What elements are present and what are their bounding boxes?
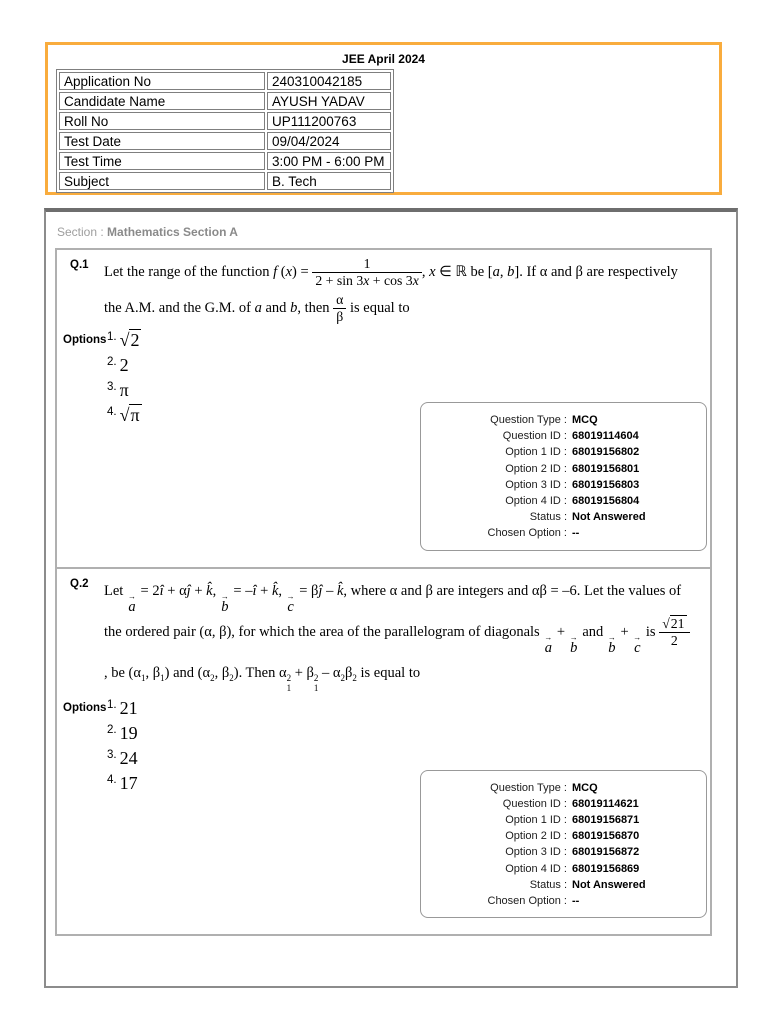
meta-value: MCQ [572, 781, 598, 794]
candidate-info-row [59, 152, 391, 170]
option-number: 1. [107, 331, 117, 344]
meta-value: Not Answered [572, 511, 646, 524]
question-meta-panel [420, 402, 707, 551]
meta-label: Question Type : [490, 414, 567, 427]
option-item [107, 380, 142, 402]
candidate-info-value: AYUSH YADAV [267, 92, 391, 110]
question-number: Q.2 [70, 577, 89, 590]
meta-value: 68019156869 [572, 862, 640, 875]
meta-value: 68019156802 [572, 446, 640, 459]
option-item [107, 773, 138, 795]
option-item [107, 748, 138, 770]
candidate-info-label: Test Date [59, 132, 265, 150]
options-list [107, 698, 138, 798]
question-meta-grid [421, 780, 706, 910]
candidate-info-label: Subject [59, 172, 265, 190]
meta-label: Option 1 ID : [505, 814, 567, 827]
meta-value: -- [572, 895, 580, 908]
question-text: Let the range of the function f (x) = $\frac{1}{2 + \sin 3x + \cos 3x}$ , x ∈ ℝ be [a, b]. If α and β are respectively the A.M. and the G.M. of a and b, then $\frac{\alpha}{\beta}$ is equal to [104, 256, 678, 324]
option-value: 17 [119, 772, 138, 793]
candidate-info-row [59, 72, 391, 90]
option-item [107, 698, 138, 720]
meta-value: 68019156801 [572, 462, 640, 475]
meta-value: Not Answered [572, 878, 646, 891]
candidate-info-value: B. Tech [267, 172, 391, 190]
meta-label: Chosen Option : [487, 527, 567, 540]
candidate-info-value: 240310042185 [267, 72, 391, 90]
meta-label: Question ID : [502, 797, 567, 810]
section-label-prefix: Section : [57, 225, 108, 239]
meta-value: -- [572, 527, 580, 540]
candidate-info-value: 3:00 PM - 6:00 PM [267, 152, 391, 170]
meta-value: 68019156870 [572, 830, 640, 843]
option-number: 2. [107, 356, 117, 369]
option-item [107, 330, 142, 352]
candidate-info-value: UP111200763 [267, 112, 391, 130]
question-list [46, 248, 736, 936]
option-number: 3. [107, 748, 117, 761]
option-value: 24 [119, 747, 138, 768]
meta-label: Question ID : [502, 430, 567, 443]
option-number: 2. [107, 723, 117, 736]
candidate-info-label: Roll No [59, 112, 265, 130]
option-value: π [119, 380, 129, 401]
meta-label: Option 3 ID : [505, 478, 567, 491]
candidate-info-label: Candidate Name [59, 92, 265, 110]
option-number: 4. [107, 406, 117, 419]
option-value: √2 [119, 330, 140, 351]
meta-label: Option 2 ID : [505, 830, 567, 843]
meta-label: Chosen Option : [487, 895, 567, 908]
option-number: 1. [107, 698, 117, 711]
candidate-info-panel [45, 42, 722, 195]
section-name: Mathematics Section A [107, 225, 238, 239]
question-number: Q.1 [70, 259, 89, 271]
meta-value: 68019114604 [572, 430, 639, 443]
meta-label: Option 3 ID : [505, 846, 567, 859]
candidate-info-label: Test Time [59, 152, 265, 170]
meta-value: 68019156803 [572, 478, 640, 491]
option-value: 19 [119, 722, 138, 743]
candidate-info-row [59, 172, 391, 190]
question-block [55, 248, 712, 569]
meta-label: Option 4 ID : [505, 862, 567, 875]
exam-title: JEE April 2024 [342, 52, 425, 66]
option-item [107, 723, 138, 745]
option-item [107, 355, 142, 377]
option-number: 4. [107, 773, 117, 786]
question-block [55, 567, 712, 937]
option-number: 3. [107, 381, 117, 394]
question-meta-panel [420, 770, 707, 919]
option-value: √π [119, 405, 140, 426]
options-list [107, 330, 142, 430]
candidate-info-row [59, 132, 391, 150]
option-item [107, 405, 142, 427]
candidate-info-value: 09/04/2024 [267, 132, 391, 150]
candidate-info-table [56, 69, 394, 193]
meta-label: Status : [529, 878, 567, 891]
meta-value: 68019156872 [572, 846, 640, 859]
question-text: Let → a = 2î + αĵ + k̂, → b = –î + k̂, → c = βĵ – k̂, where α and β are integers and αβ = –6. Let the values of the ordered pair (α, β), for which the area of the parallelogram of diagonals → a + → b and → b + → c is $\frac{√21}{2}$ , be ($\alpha_1$, $\beta_1$) and ($\alpha_2$, $\beta_2$). Then α 2 1 + β 2 1 – $\alpha_2\beta_2$ is equal to [104, 574, 707, 694]
meta-value: 68019156871 [572, 814, 640, 827]
meta-value: MCQ [572, 414, 598, 427]
meta-label: Status : [529, 511, 567, 524]
meta-label: Option 2 ID : [505, 462, 567, 475]
meta-label: Option 4 ID : [505, 495, 567, 508]
question-paper-panel [44, 208, 738, 988]
candidate-info-row [59, 92, 391, 110]
question-meta-grid [421, 412, 706, 542]
options-label: Options [63, 701, 107, 714]
candidate-info-label: Application No [59, 72, 265, 90]
option-value: 2 [119, 355, 129, 376]
meta-label: Option 1 ID : [505, 446, 567, 459]
meta-label: Question Type : [490, 781, 567, 794]
options-label: Options [63, 334, 107, 347]
meta-value: 68019156804 [572, 495, 640, 508]
section-label [57, 225, 736, 239]
candidate-info-row [59, 112, 391, 130]
option-value: 21 [119, 697, 138, 718]
meta-value: 68019114621 [572, 797, 639, 810]
